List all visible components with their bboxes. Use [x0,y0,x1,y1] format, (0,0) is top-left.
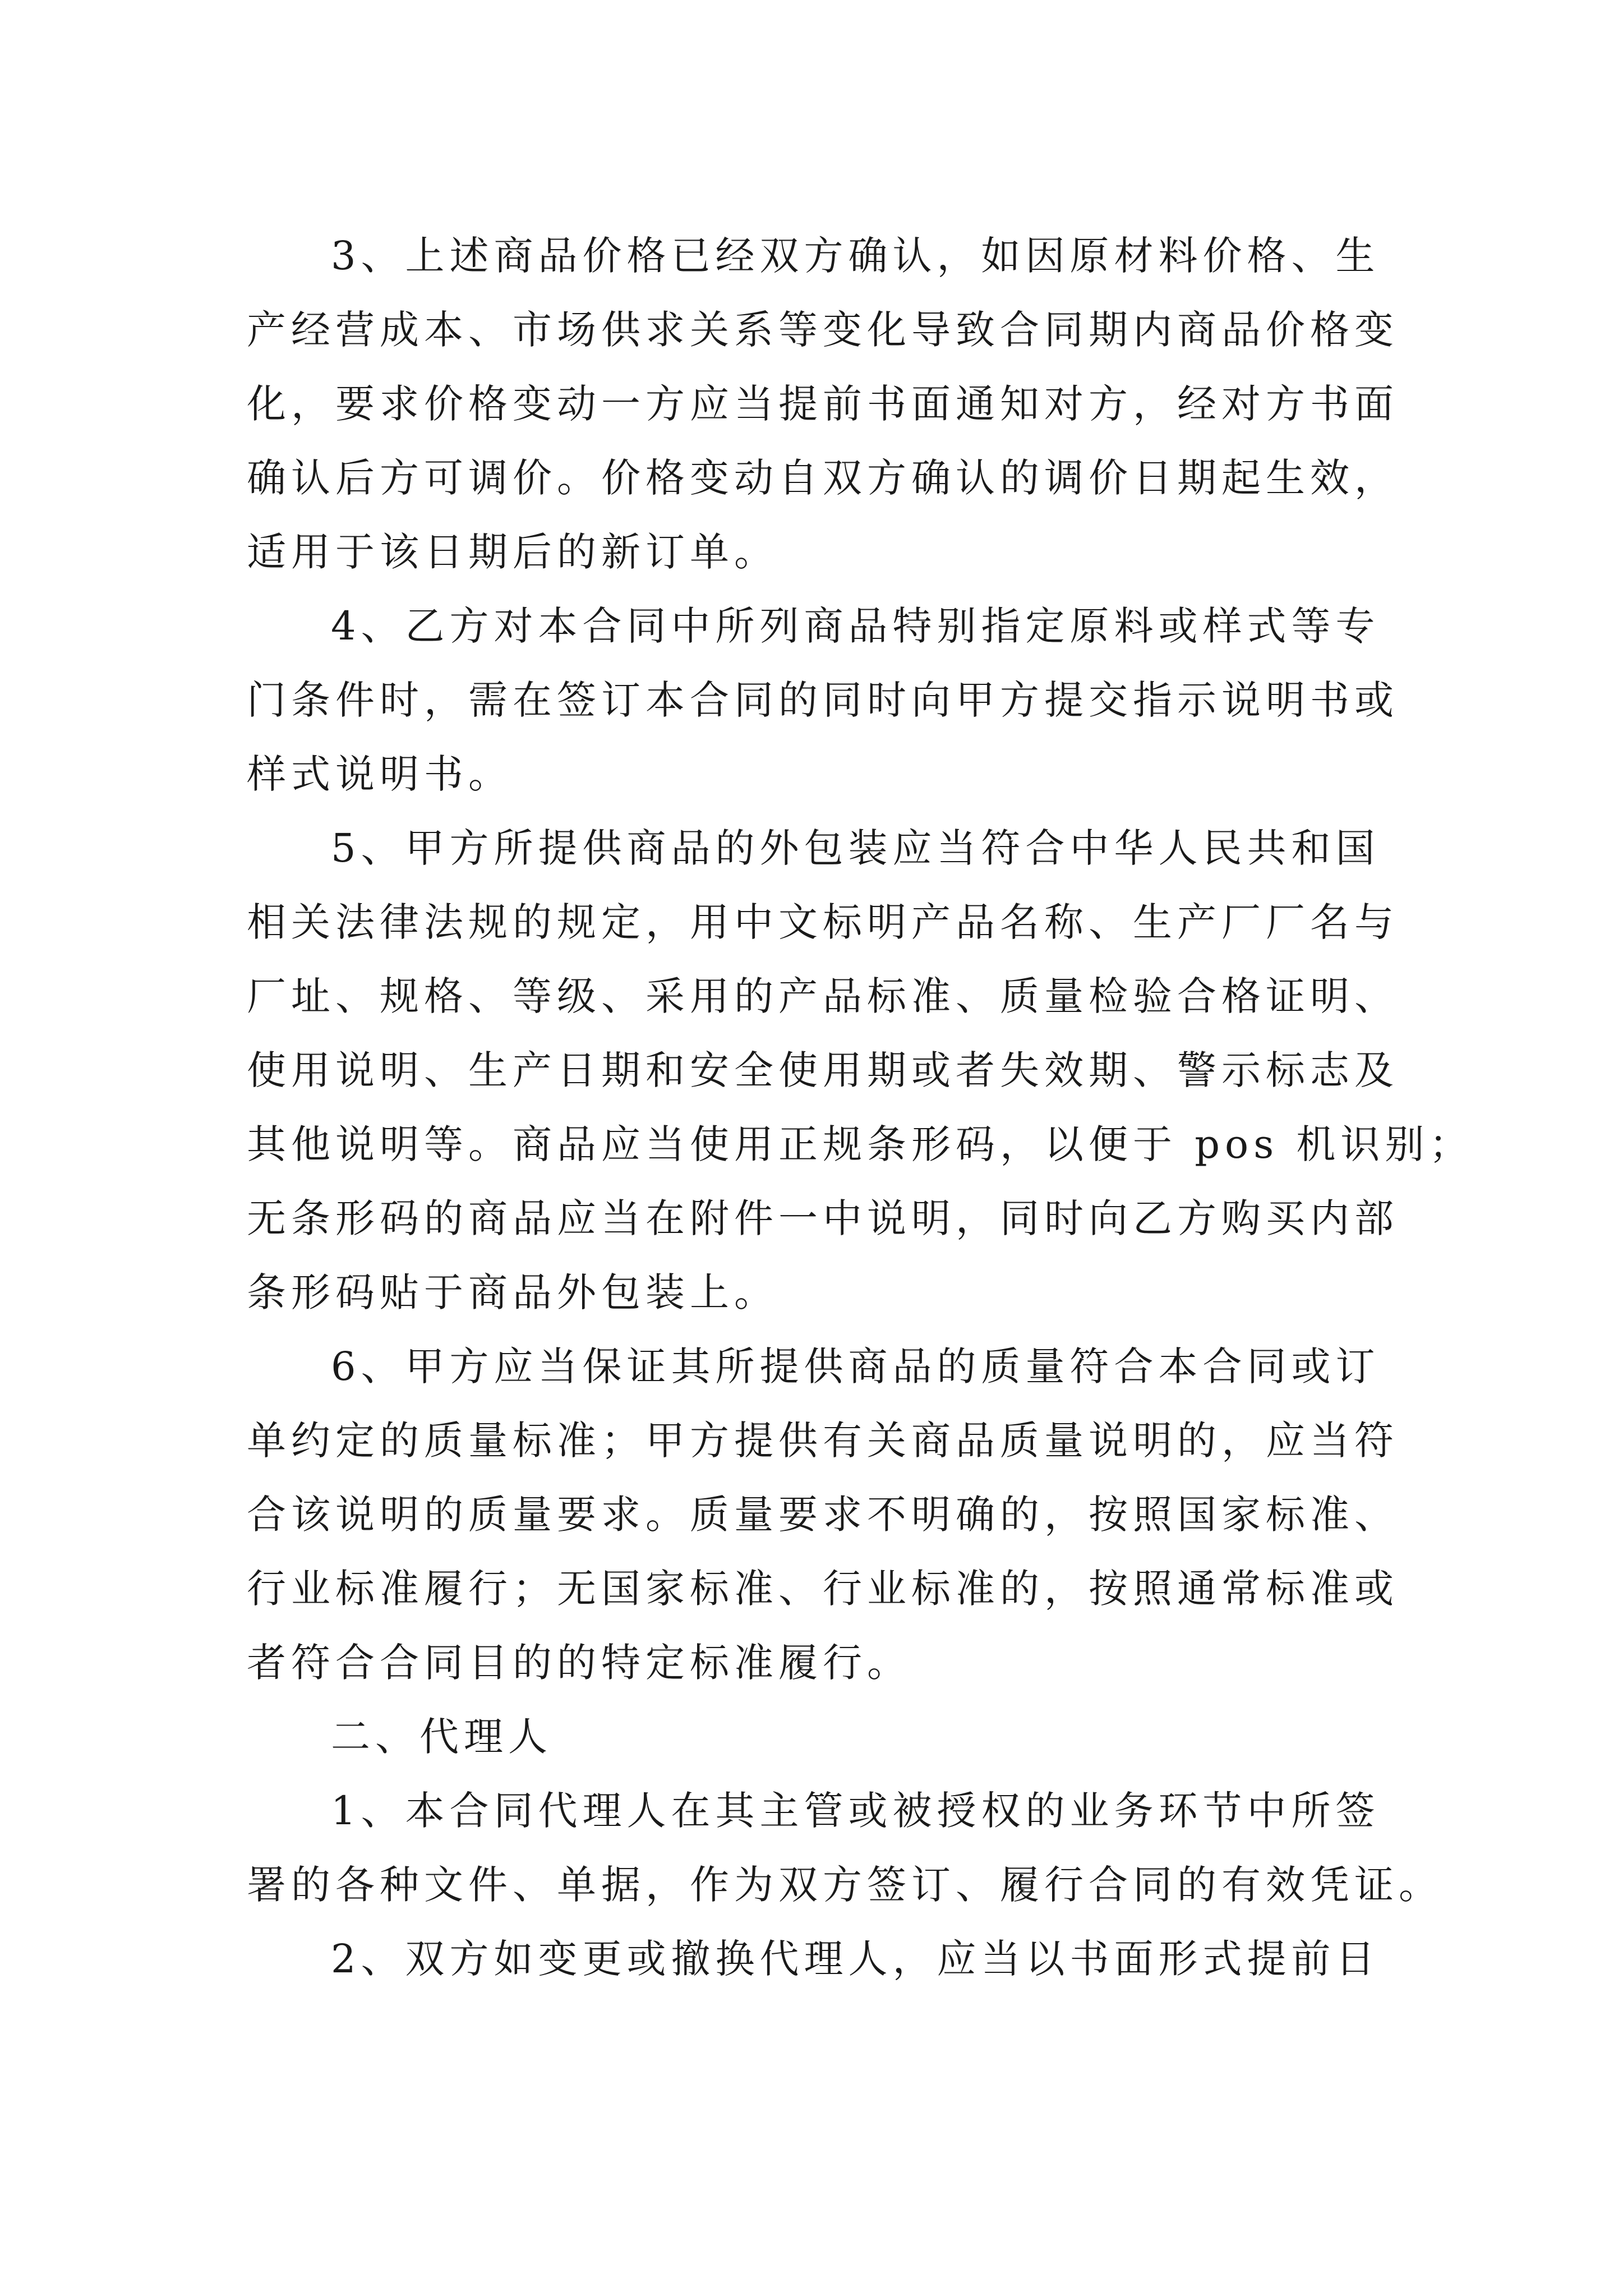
text-line: 1、本合同代理人在其主管或被授权的业务环节中所签 [331,1788,1380,1834]
text-line: 合该说明的质量要求。质量要求不明确的，按照国家标准、 [247,1492,1399,1538]
text-line: 样式说明书。 [247,751,513,797]
text-line: 行业标准履行；无国家标准、行业标准的，按照通常标准或 [247,1566,1399,1612]
text-line: 相关法律法规的规定，用中文标明产品名称、生产厂厂名与 [247,899,1399,945]
text-line: 化，要求价格变动一方应当提前书面通知对方，经对方书面 [247,381,1399,427]
text-line: 者符合合同目的的特定标准履行。 [247,1640,911,1686]
text-line: 6、甲方应当保证其所提供商品的质量符合本合同或订 [331,1343,1380,1389]
text-line: 厂址、规格、等级、采用的产品标准、质量检验合格证明、 [247,973,1399,1019]
text-line: 5、甲方所提供商品的外包装应当符合中华人民共和国 [331,825,1380,871]
section-heading: 二、代理人 [331,1714,552,1760]
text-line: 确认后方可调价。价格变动自双方确认的调价日期起生效， [247,455,1399,501]
text-line: 署的各种文件、单据，作为双方签订、履行合同的有效凭证。 [247,1862,1443,1908]
text-line: 产经营成本、市场供求关系等变化导致合同期内商品价格变 [247,307,1399,353]
text-line: 其他说明等。商品应当使用正规条形码，以便于 pos 机识别； [247,1121,1474,1167]
text-line: 适用于该日期后的新订单。 [247,529,778,575]
text-line: 条形码贴于商品外包装上。 [247,1269,778,1315]
text-line: 2、双方如变更或撤换代理人，应当以书面形式提前日 [331,1936,1380,1982]
text-line: 4、乙方对本合同中所列商品特别指定原料或样式等专 [331,603,1380,649]
text-line: 单约定的质量标准；甲方提供有关商品质量说明的，应当符 [247,1418,1399,1464]
text-line: 无条形码的商品应当在附件一中说明，同时向乙方购买内部 [247,1195,1399,1241]
text-line: 使用说明、生产日期和安全使用期或者失效期、警示标志及 [247,1047,1399,1093]
text-line: 门条件时，需在签订本合同的同时向甲方提交指示说明书或 [247,677,1399,723]
text-line: 3、上述商品价格已经双方确认，如因原材料价格、生 [331,233,1380,279]
contract-text [247,219,1474,1996]
